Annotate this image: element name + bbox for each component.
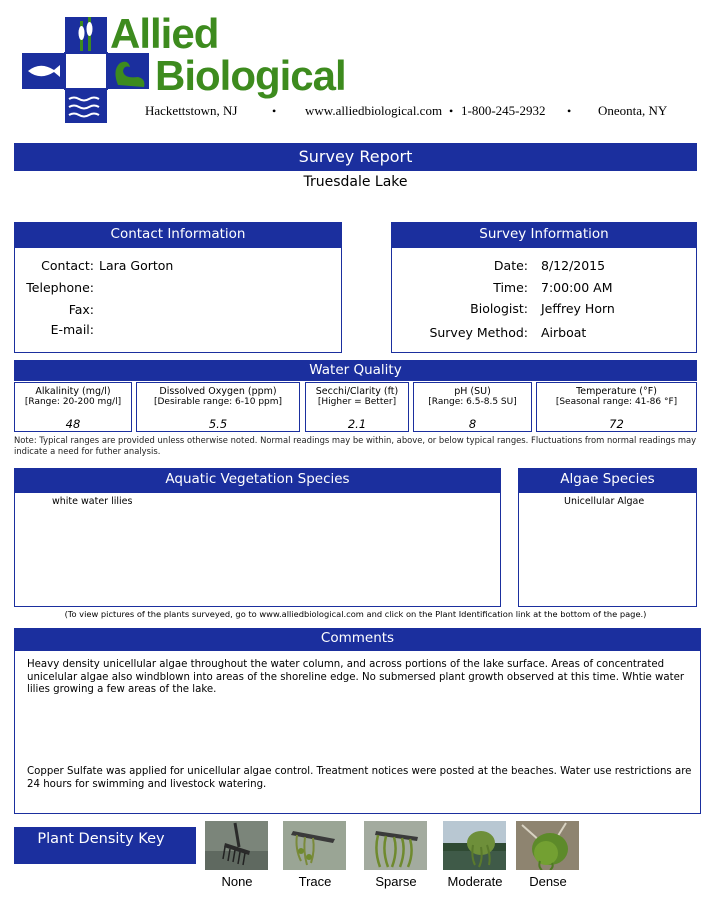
telephone-label: Telephone: xyxy=(26,280,94,295)
comments-paragraph-1: Heavy density unicellular algae throughout the water column, and across portions of the lake surface. Areas of concentrated unicelular algae also windblown into areas of the shoreline edge. No submersed plant growth observed at this time. Whtie water lilies growing a few areas of the lake. xyxy=(27,659,685,695)
logo-text-allied: Allied xyxy=(110,10,219,57)
bullet-separator: • xyxy=(272,104,277,118)
wq-alkalinity-range: [Range: 20-200 mg/l] xyxy=(24,397,122,407)
wq-secchi-range: [Higher = Better] xyxy=(317,397,397,407)
density-none-label: None xyxy=(221,874,253,889)
survey-method-label: Survey Method: xyxy=(429,325,528,340)
wq-ph-name: pH (SU) xyxy=(454,386,491,397)
algae-species-heading: Algae Species xyxy=(518,468,697,493)
density-trace-label: Trace xyxy=(298,874,332,889)
density-dense-label: Dense xyxy=(529,874,567,889)
contact-info-heading: Contact Information xyxy=(14,222,342,248)
wq-dissolved-oxygen-range: [Desirable range: 6-10 ppm] xyxy=(153,397,283,407)
wq-temperature-range: [Seasonal range: 41-86 °F] xyxy=(555,397,678,407)
vegetation-species-item: white water lilies xyxy=(52,496,133,507)
wq-ph-value: 8 xyxy=(468,417,477,431)
survey-info-heading: Survey Information xyxy=(391,222,697,248)
survey-method-value: Airboat xyxy=(541,325,587,340)
wq-temperature xyxy=(536,382,697,432)
time-label: Time: xyxy=(493,280,528,295)
location-oneonta: Oneonta, NY xyxy=(598,103,668,118)
wq-dissolved-oxygen-name: Dissolved Oxygen (ppm) xyxy=(159,386,277,397)
location-hackettstown: Hackettstown, NJ xyxy=(145,103,238,118)
contact-value: Lara Gorton xyxy=(99,258,174,273)
water-quality-heading: Water Quality xyxy=(14,360,697,381)
phone-number: 1-800-245-2932 xyxy=(461,103,546,118)
lake-name: Truesdale Lake xyxy=(303,174,408,190)
wq-alkalinity-name: Alkalinity (mg/l) xyxy=(35,386,111,397)
date-value: 8/12/2015 xyxy=(541,258,606,273)
biologist-value: Jeffrey Horn xyxy=(541,301,615,316)
comments-heading: Comments xyxy=(14,628,701,651)
wq-dissolved-oxygen xyxy=(136,382,300,432)
wq-ph xyxy=(413,382,532,432)
aquatic-vegetation-heading: Aquatic Vegetation Species xyxy=(14,468,501,493)
density-sparse-photo xyxy=(364,821,427,870)
wq-alkalinity-value: 48 xyxy=(65,417,81,431)
bullet-separator: • xyxy=(449,104,454,118)
wq-secchi-value: 2.1 xyxy=(347,417,367,431)
contact-label: Contact: xyxy=(41,258,94,273)
comments-paragraph-2: Copper Sulfate was applied for unicellular algae control. Treatment notices were posted at the beaches. Water use restrictions are 24 hours for swimming and livestock watering. xyxy=(27,766,692,790)
wq-secchi-name: Secchi/Clarity (ft) xyxy=(315,386,399,397)
plant-density-key-heading: Plant Density Key xyxy=(14,827,196,864)
survey-report-title: Survey Report xyxy=(14,143,697,171)
density-none-photo xyxy=(205,821,268,870)
wq-dissolved-oxygen-value: 5.5 xyxy=(208,417,228,431)
algae-species-item: Unicellular Algae xyxy=(564,496,645,507)
date-label: Date: xyxy=(493,258,528,273)
wq-ph-range: [Range: 6.5-8.5 SU] xyxy=(428,397,517,407)
plant-pictures-note: (To view pictures of the plants surveyed, go to www.alliedbiological.com and click on the Plant Identification link at the bottom of the page.) xyxy=(64,609,647,619)
fax-label: Fax: xyxy=(68,302,94,317)
logo-text-biological-line: Biological xyxy=(155,52,346,99)
time-value: 7:00:00 AM xyxy=(541,280,613,295)
biologist-label: Biologist: xyxy=(470,301,528,316)
website-link[interactable]: www.alliedbiological.com xyxy=(305,103,443,118)
water-quality-note: Note: Typical ranges are provided unless otherwise noted. Normal readings may be within, above, or below typical ranges. Fluctuations from normal readings may indicate a need for futher analysis. xyxy=(14,435,697,456)
density-sparse-label: Sparse xyxy=(375,874,417,889)
wq-secchi xyxy=(305,382,409,432)
density-dense-photo xyxy=(516,821,579,870)
density-trace-photo xyxy=(283,821,346,870)
density-moderate-label: Moderate xyxy=(447,874,503,889)
wq-temperature-value: 72 xyxy=(609,417,624,431)
bullet-separator: • xyxy=(567,104,572,118)
density-moderate-photo xyxy=(443,821,506,870)
email-label: E-mail: xyxy=(50,322,94,337)
wq-alkalinity xyxy=(14,382,132,432)
wq-temperature-name: Temperature (°F) xyxy=(576,386,657,397)
